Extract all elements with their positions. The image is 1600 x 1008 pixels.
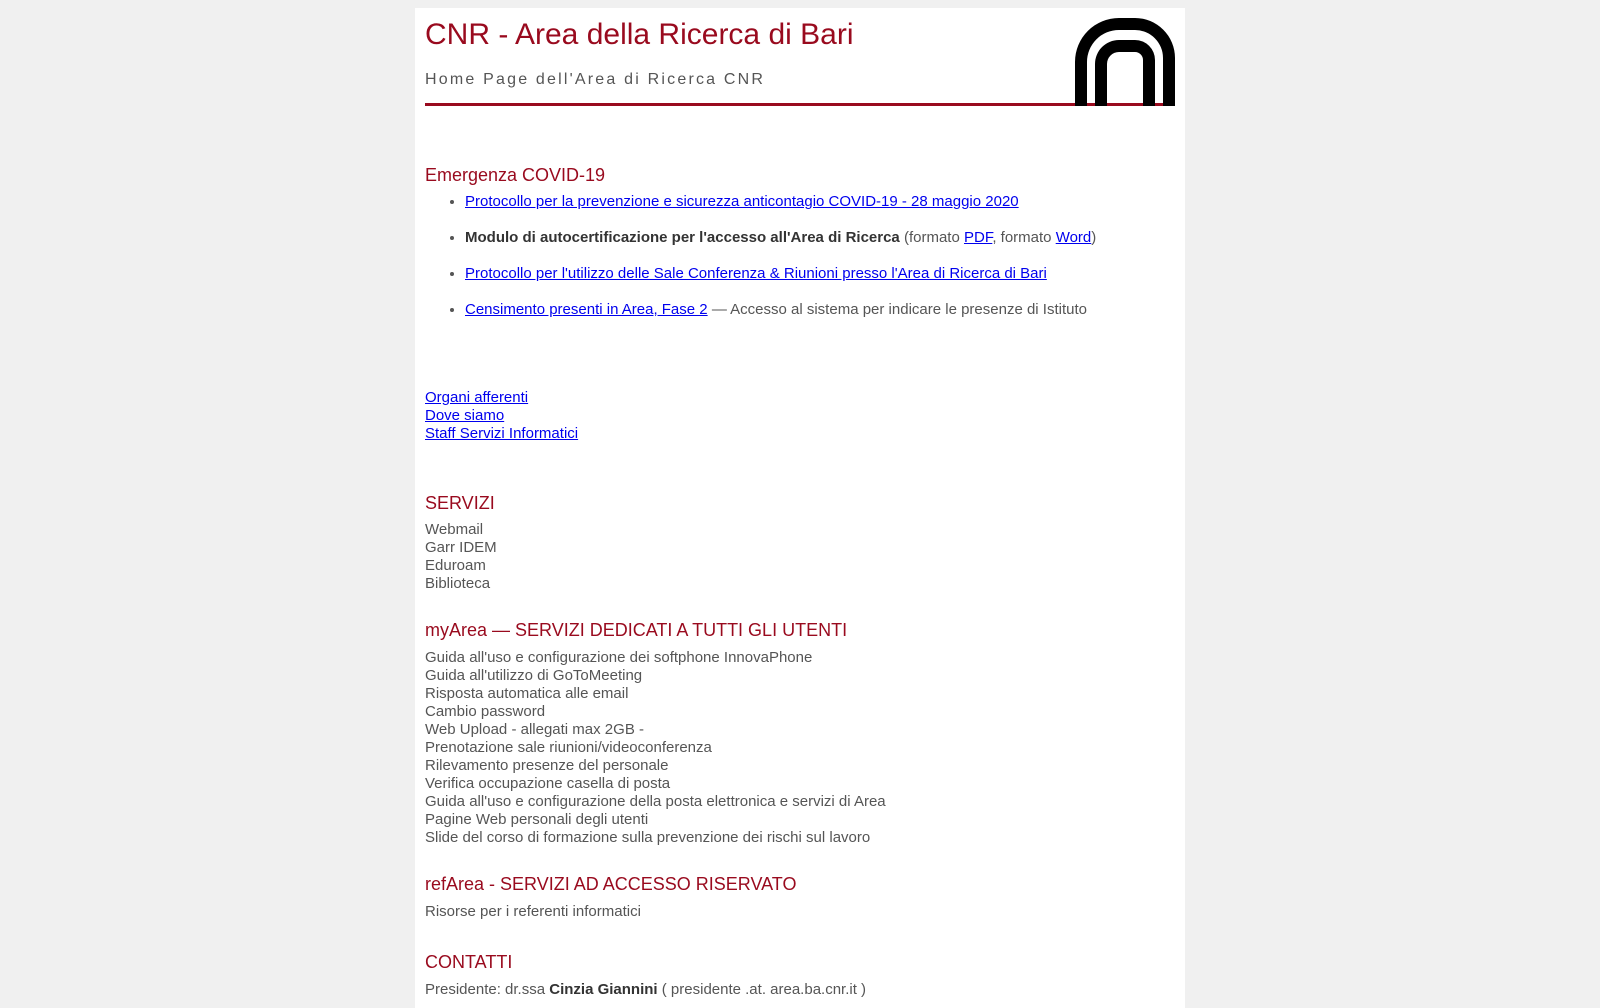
sale-conferenza-link[interactable]: Protocollo per l'utilizzo delle Sale Conferenza & Riunioni presso l'Area di Ricerca di Bari — [465, 265, 1047, 282]
list-item — [465, 190, 1185, 226]
servizi-item-garr-idem[interactable]: Garr IDEM — [425, 539, 497, 556]
contatti-presidente — [425, 981, 866, 999]
refarea-list — [425, 903, 641, 921]
page-subtitle: Home Page dell'Area di Ricerca CNR — [425, 71, 766, 88]
censimento-description: — Accesso al sistema per indicare le presenze di Istituto — [711, 301, 1087, 318]
list-item[interactable]: Cambio password — [425, 703, 546, 720]
word-link[interactable]: Word — [1055, 229, 1092, 246]
servizi-item-biblioteca[interactable]: Biblioteca — [425, 575, 491, 592]
list-item — [465, 262, 1185, 298]
page-container — [415, 8, 1185, 1008]
myarea-list — [425, 649, 886, 847]
list-item — [465, 226, 1185, 262]
covid-heading: Emergenza COVID-19 — [425, 165, 606, 185]
servizi-item-webmail[interactable]: Webmail — [425, 521, 484, 538]
list-item[interactable]: Prenotazione sale riunioni/videoconferenza — [425, 739, 712, 756]
covid-protocol-link[interactable]: Protocollo per la prevenzione e sicurezza anticontagio COVID-19 - 28 maggio 2020 — [465, 193, 1019, 210]
list-item — [465, 298, 1185, 334]
refarea-heading: refArea - SERVIZI AD ACCESSO RISERVATO — [425, 874, 797, 894]
staff-servizi-link[interactable]: Staff Servizi Informatici — [425, 425, 579, 442]
pdf-link[interactable]: PDF — [963, 229, 993, 246]
close-paren: ) — [1091, 229, 1097, 246]
list-item[interactable]: Risorse per i referenti informatici — [425, 903, 641, 920]
presidente-label: Presidente: dr.ssa — [425, 981, 546, 998]
contatti-heading: CONTATTI — [425, 952, 513, 972]
format-text: (formato — [903, 229, 960, 246]
list-item[interactable]: Guida all'uso e configurazione della posta elettronica e servizi di Area — [425, 793, 886, 810]
cnr-logo-icon — [1075, 18, 1175, 106]
list-item[interactable]: Web Upload - allegati max 2GB - — [425, 721, 644, 738]
list-item[interactable]: Slide del corso di formazione sulla prevenzione dei rischi sul lavoro — [425, 829, 871, 846]
organi-afferenti-link[interactable]: Organi afferenti — [425, 389, 529, 406]
page-title: CNR - Area della Ricerca di Bari — [425, 18, 854, 51]
list-item[interactable]: Verifica occupazione casella di posta — [425, 775, 671, 792]
list-item[interactable]: Guida all'uso e configurazione dei softphone InnovaPhone — [425, 649, 813, 666]
servizi-heading: SERVIZI — [425, 493, 495, 513]
format-text-2: , formato — [992, 229, 1052, 246]
list-item[interactable]: Rilevamento presenze del personale — [425, 757, 669, 774]
header-divider — [425, 103, 1175, 106]
autocert-label: Modulo di autocertificazione per l'accesso all'Area di Ricerca — [465, 229, 900, 246]
presidente-name: Cinzia Giannini — [549, 981, 658, 998]
presidente-email: ( presidente .at. area.ba.cnr.it ) — [661, 981, 867, 998]
list-item[interactable]: Guida all'utilizzo di GoToMeeting — [425, 667, 643, 684]
myarea-heading: myArea — SERVIZI DEDICATI A TUTTI GLI UTENTI — [425, 620, 848, 640]
servizi-item-eduroam[interactable]: Eduroam — [425, 557, 486, 574]
servizi-list — [425, 521, 497, 593]
info-links — [425, 389, 578, 443]
list-item[interactable]: Risposta automatica alle email — [425, 685, 629, 702]
dove-siamo-link[interactable]: Dove siamo — [425, 407, 505, 424]
covid-list — [425, 190, 1185, 334]
list-item[interactable]: Pagine Web personali degli utenti — [425, 811, 649, 828]
censimento-link[interactable]: Censimento presenti in Area, Fase 2 — [465, 301, 708, 318]
